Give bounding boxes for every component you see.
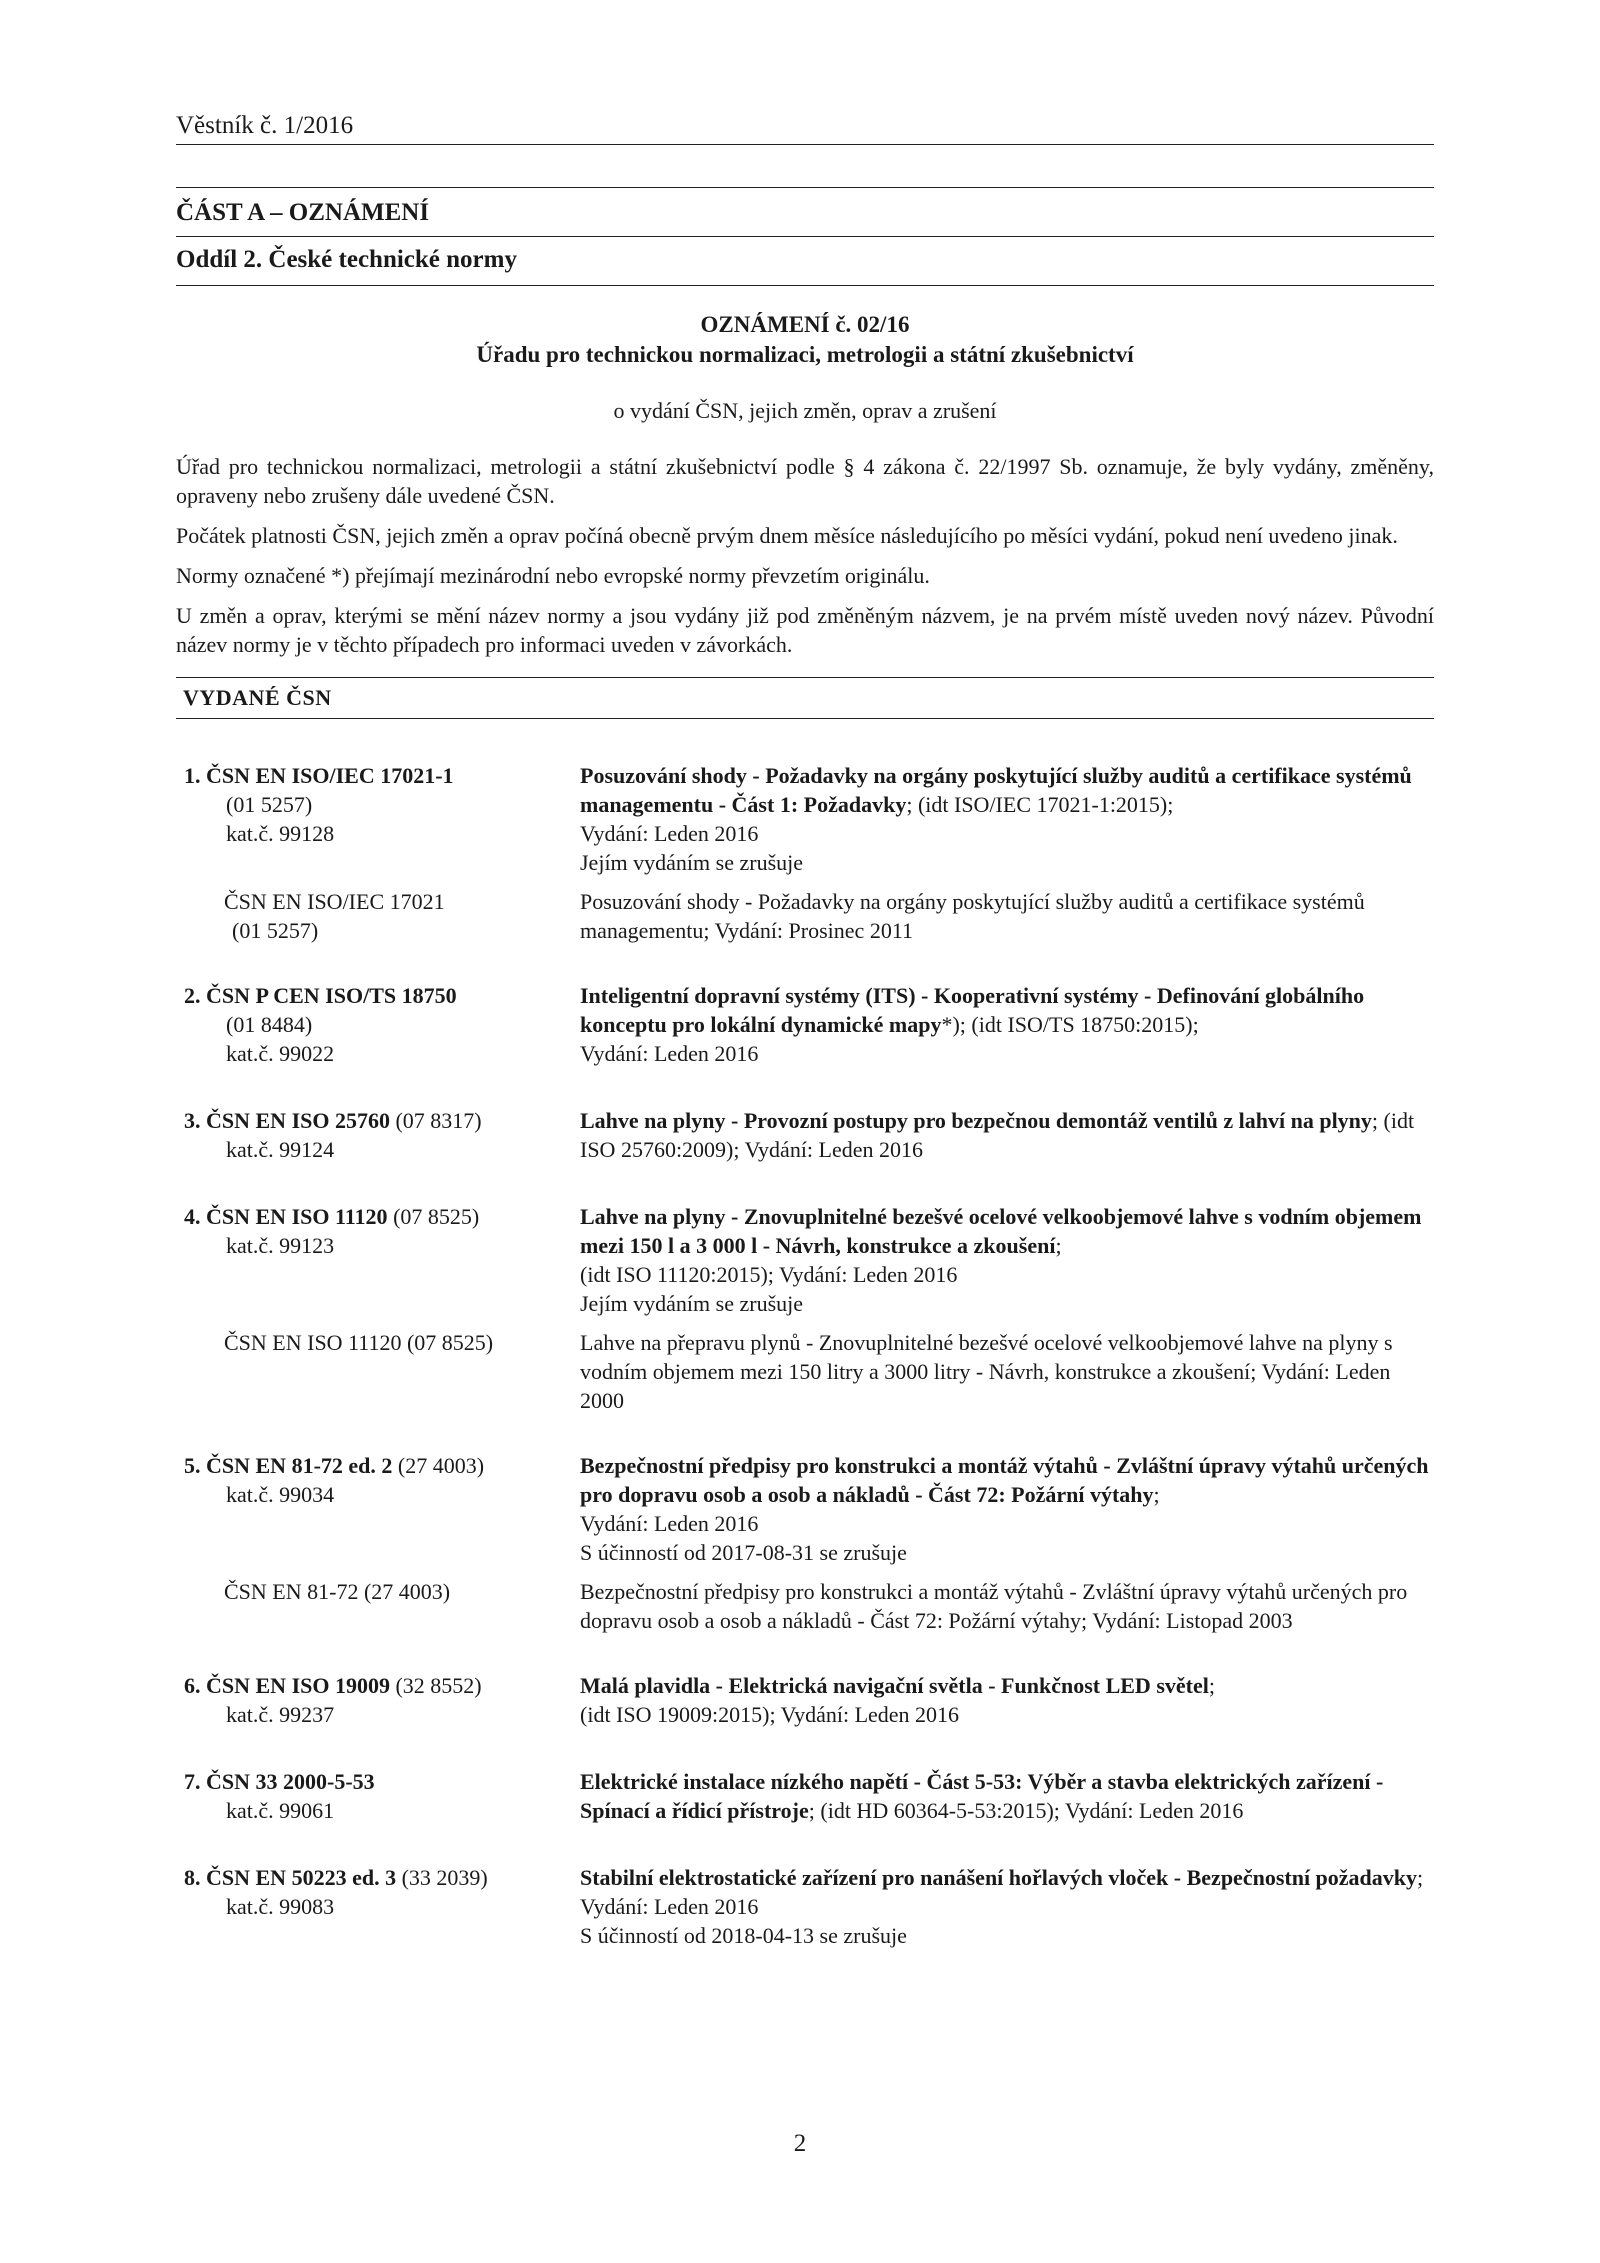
norm-class-code: (33 2039)	[396, 1865, 488, 1890]
norm-entry	[176, 1451, 1434, 1635]
norm-title-suffix: *); (idt ISO/TS 18750:2015);	[941, 1012, 1199, 1037]
norm-title: Inteligentní dopravní systémy (ITS) - Kooperativní systémy - Definování globálního konceptu pro lokální dynamické mapy	[580, 983, 1365, 1037]
announcement-title: OZNÁMENÍ č. 02/16	[700, 312, 910, 337]
part-top-rule	[176, 187, 1434, 188]
intro-paragraph: Úřad pro technickou normalizaci, metrologii a státní zkušebnictví podle § 4 zákona č. 22/1997 Sb. oznamuje, že byly vydány, změněny, opraveny nebo zrušeny dále uvedené ČSN.	[176, 454, 1434, 508]
issued-norms-list	[176, 761, 1434, 1950]
norm-class-code: (07 8525)	[387, 1204, 480, 1229]
norm-class-code: (07 8317)	[389, 1108, 482, 1133]
norm-description	[580, 1451, 1434, 1567]
marked-norms-paragraph: Normy označené *) přejímají mezinárodní nebo evropské normy převzetím originálu.	[176, 563, 930, 588]
page-number: 2	[793, 2130, 807, 2157]
catalog-number: kat.č. 99128	[226, 821, 335, 846]
norm-entry	[176, 1863, 1434, 1950]
norm-entry	[176, 1671, 1434, 1729]
norm-class-code: (27 4003)	[392, 1453, 485, 1478]
catalog-number: kat.č. 99083	[226, 1894, 335, 1919]
norm-description	[580, 1106, 1434, 1164]
replaced-norm-number: ČSN EN ISO 11120 (07 8525)	[224, 1330, 494, 1355]
changes-paragraph: U změn a oprav, kterými se mění název normy a jsou vydány již pod změněným názvem, je na prvém místě uveden nový název. Původní název normy je v těchto případech pro informaci uveden v závorkách.	[176, 603, 1434, 657]
norm-id-column	[176, 1451, 580, 1567]
norm-description	[580, 1767, 1434, 1825]
norm-number: 1. ČSN EN ISO/IEC 17021-1	[184, 763, 454, 788]
norm-description	[580, 761, 1434, 877]
norm-title: Posuzování shody - Požadavky na orgány poskytující služby auditů a certifikace systémů managementu - Část 1: Požadavky	[580, 763, 1412, 817]
norm-number: 8. ČSN EN 50223 ed. 3	[184, 1865, 397, 1890]
norm-id-column	[176, 761, 580, 877]
norm-title: Lahve na plyny - Provozní postupy pro bezpečnou demontáž ventilů z lahví na plyny	[580, 1108, 1372, 1133]
replaced-norm	[176, 887, 1434, 945]
norm-number: 2. ČSN P CEN ISO/TS 18750	[184, 983, 457, 1008]
norm-title: Bezpečnostní předpisy pro konstrukci a montáž výtahů - Zvláštní úpravy výtahů určených pro dopravu osob a osob a nákladů - Část 72: Požární výtahy	[580, 1453, 1429, 1507]
norm-entry-main	[176, 761, 1434, 877]
norm-title: Stabilní elektrostatické zařízení pro nanášení hořlavých vloček - Bezpečnostní požadavky	[580, 1865, 1418, 1890]
norm-number: 5. ČSN EN 81-72 ed. 2	[184, 1453, 393, 1478]
norm-entry	[176, 1202, 1434, 1415]
section-heading: Oddíl 2. České technické normy	[176, 246, 517, 273]
norm-title: Malá plavidla - Elektrická navigační světla - Funkčnost LED světel	[580, 1673, 1209, 1698]
norm-title-suffix: ; (idt HD 60364-5-53:2015); Vydání: Leden 2016	[808, 1798, 1244, 1823]
announcement-about: o vydání ČSN, jejich změn, oprav a zrušení	[613, 398, 997, 423]
norm-number: 4. ČSN EN ISO 11120	[184, 1204, 388, 1229]
catalog-number: kat.č. 99034	[226, 1482, 335, 1507]
norm-id-column	[176, 1863, 580, 1950]
issued-heading: VYDANÉ ČSN	[183, 685, 332, 710]
replaced-norm-description: Posuzování shody - Požadavky na orgány poskytující služby auditů a certifikace systémů managementu; Vydání: Prosinec 2011	[580, 889, 1365, 943]
issue-date: (idt ISO 11120:2015); Vydání: Leden 2016	[580, 1262, 958, 1287]
catalog-number: kat.č. 99061	[226, 1798, 335, 1823]
norm-id-column	[176, 1202, 580, 1318]
norm-entry	[176, 1767, 1434, 1825]
catalog-number: kat.č. 99022	[226, 1041, 335, 1066]
norm-id-column	[176, 1671, 580, 1729]
norm-title-suffix: ;	[1208, 1673, 1215, 1698]
norm-description	[580, 1863, 1434, 1950]
journal-header: Věstník č. 1/2016	[176, 112, 354, 139]
catalog-number: kat.č. 99237	[226, 1702, 335, 1727]
section-bottom-rule	[176, 285, 1434, 286]
document-page	[176, 110, 1434, 1988]
replaced-norm-id	[176, 1328, 580, 1415]
norm-entry-main	[176, 1202, 1434, 1318]
norm-entry	[176, 1106, 1434, 1164]
norm-description	[580, 1671, 1434, 1729]
norm-description	[580, 981, 1434, 1068]
replaces-note: S účinností od 2017-08-31 se zrušuje	[580, 1540, 907, 1565]
replaced-norm-id	[176, 887, 580, 945]
norm-class-code: (01 8484)	[226, 1012, 313, 1037]
replaces-note: S účinností od 2018-04-13 se zrušuje	[580, 1923, 907, 1948]
issue-date: Vydání: Leden 2016	[580, 1041, 759, 1066]
announcement-issuer: Úřadu pro technickou normalizaci, metrologii a státní zkušebnictví	[476, 342, 1134, 367]
norm-title-suffix: ; (idt ISO 25760:2009); Vydání: Leden 2016	[580, 1108, 1415, 1162]
issued-bottom-rule	[176, 718, 1434, 719]
replaces-note: Jejím vydáním se zrušuje	[580, 850, 804, 875]
norm-number: 6. ČSN EN ISO 19009	[184, 1673, 390, 1698]
header-rule	[176, 144, 1434, 145]
norm-title: Elektrické instalace nízkého napětí - Část 5-53: Výběr a stavba elektrických zařízení - Spínací a řídicí přístroje	[580, 1769, 1384, 1823]
norm-id-column	[176, 1106, 580, 1164]
norm-number: 7. ČSN 33 2000-5-53	[184, 1769, 375, 1794]
replaced-norm-number: ČSN EN 81-72 (27 4003)	[224, 1579, 451, 1604]
norm-title-suffix: ;	[1055, 1233, 1062, 1258]
issue-date: Vydání: Leden 2016	[580, 1511, 759, 1536]
replaced-norm-description: Lahve na přepravu plynů - Znovuplnitelné bezešvé ocelové velkoobjemové lahve na plyny s vodním objemem mezi 150 litry a 3000 litry - Návrh, konstrukce a zkoušení; Vydání: Leden 2000	[580, 1330, 1393, 1413]
section-top-rule	[176, 236, 1434, 237]
catalog-number: kat.č. 99123	[226, 1233, 335, 1258]
replaced-norm-id	[176, 1577, 580, 1635]
validity-paragraph: Počátek platnosti ČSN, jejich změn a oprav počíná obecně prvým dnem měsíce následujícího po měsíci vydání, pokud není uvedeno jinak.	[176, 523, 1398, 548]
norm-class-code: (01 5257)	[226, 792, 313, 817]
norm-entry-main	[176, 1451, 1434, 1567]
norm-title-suffix: ; (idt ISO/IEC 17021-1:2015);	[906, 792, 1174, 817]
norm-title: Lahve na plyny - Znovuplnitelné bezešvé ocelové velkoobjemové lahve s vodním objemem mezi 150 l a 3 000 l - Návrh, konstrukce a zkoušení	[580, 1204, 1422, 1258]
norm-entry	[176, 761, 1434, 945]
norm-title-suffix: ; Vydání: Leden 2016	[580, 1865, 1424, 1919]
replaced-norm-number: ČSN EN ISO/IEC 17021	[224, 889, 445, 914]
norm-number: 3. ČSN EN ISO 25760	[184, 1108, 390, 1133]
issue-date: (idt ISO 19009:2015); Vydání: Leden 2016	[580, 1702, 960, 1727]
norm-id-column	[176, 1767, 580, 1825]
norm-class-code: (32 8552)	[389, 1673, 482, 1698]
norm-entry	[176, 981, 1434, 1068]
catalog-number: kat.č. 99124	[226, 1137, 335, 1162]
replaced-norm	[176, 1577, 1434, 1635]
issue-date: Vydání: Leden 2016	[580, 821, 759, 846]
norm-description	[580, 1202, 1434, 1318]
norm-title-suffix: ;	[1153, 1482, 1160, 1507]
norm-id-column	[176, 981, 580, 1068]
replaced-norm-description: Bezpečnostní předpisy pro konstrukci a montáž výtahů - Zvláštní úpravy výtahů určených pro dopravu osob a osob a nákladů - Část 72: Požární výtahy; Vydání: Listopad 2003	[580, 1579, 1408, 1633]
replaced-norm-code: (01 5257)	[232, 918, 319, 943]
part-heading: ČÁST A – OZNÁMENÍ	[176, 199, 430, 226]
replaces-note: Jejím vydáním se zrušuje	[580, 1291, 804, 1316]
replaced-norm	[176, 1328, 1434, 1415]
